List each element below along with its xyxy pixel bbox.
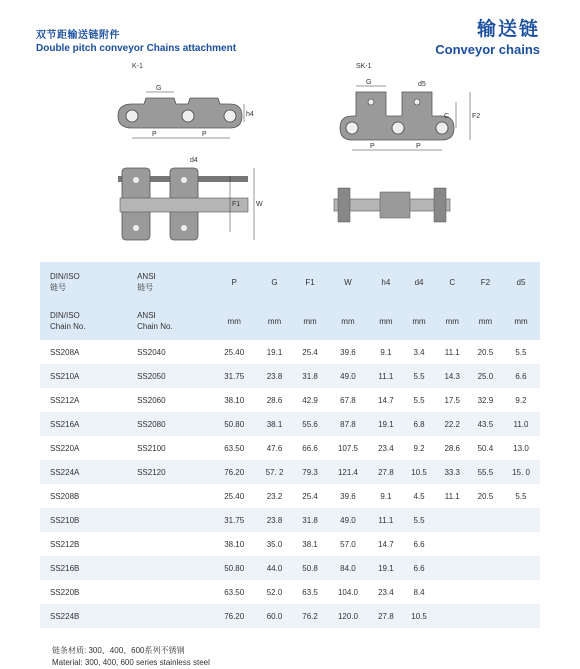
table-cell: F1 <box>293 262 326 302</box>
table-cell: 5.5 <box>402 508 435 532</box>
table-cell: 27.8 <box>369 460 402 484</box>
table-cell: 23.8 <box>256 364 294 388</box>
table-unit-row <box>40 302 540 340</box>
table-cell: 50.80 <box>213 556 256 580</box>
table-row <box>40 532 540 556</box>
table-cell: 23.2 <box>266 491 283 501</box>
subtitle-en: Double pitch conveyor Chains attachment <box>36 43 237 54</box>
technical-drawings <box>40 56 540 256</box>
table-cell: 11.1 <box>369 364 402 388</box>
k1-side-view <box>118 63 254 138</box>
table-cell <box>469 556 502 580</box>
table-cell: 23.4 <box>378 443 394 453</box>
table-cell: ANSI Chain No. <box>137 302 213 340</box>
table-cell: G <box>256 262 294 302</box>
table-cell: 13.0 <box>513 443 529 453</box>
table-cell: 76.20 <box>213 460 256 484</box>
table-cell: 9.2 <box>515 395 527 405</box>
table-cell: 39.6 <box>340 347 356 357</box>
table-cell: 38.1 <box>256 412 294 436</box>
sk1-label-f2: F2 <box>472 113 481 120</box>
table-cell: mm <box>502 302 540 340</box>
table-cell <box>436 508 469 532</box>
table-cell: SS2100 <box>137 443 166 453</box>
table-cell: 31.8 <box>293 364 326 388</box>
table-cell: mm <box>469 302 502 340</box>
table-cell: 63.5 <box>302 587 318 597</box>
table-cell: 6.6 <box>402 556 435 580</box>
table-cell: 57. 2 <box>256 460 294 484</box>
table-cell: 76.20 <box>213 604 256 628</box>
table-cell: SS2060 <box>137 395 166 405</box>
table-cell: 8.4 <box>413 587 425 597</box>
table-header-row <box>40 262 540 302</box>
k1-label-p2: P <box>202 131 207 138</box>
document-subtitle <box>36 26 236 54</box>
table-cell: 38.10 <box>224 395 245 405</box>
table-cell: DIN/ISO Chain No. <box>40 302 137 340</box>
table-cell: 17.5 <box>444 395 461 405</box>
table-cell: 5.5 <box>402 364 435 388</box>
k1-label-p1: P <box>152 131 157 138</box>
sk1-title: SK-1 <box>356 63 372 70</box>
table-cell: 121.4 <box>327 460 370 484</box>
table-cell: 28.6 <box>444 443 461 453</box>
table-cell: 66.6 <box>302 443 318 453</box>
table-cell: 14.7 <box>378 539 394 549</box>
sk1-label-d5: d5 <box>418 81 426 88</box>
k1-pin-1 <box>126 110 138 122</box>
table-cell: 5.5 <box>515 491 527 501</box>
table-cell: 120.0 <box>327 604 370 628</box>
table-cell: 67.8 <box>340 395 356 405</box>
table-cell: 44.0 <box>256 556 294 580</box>
table-cell: 31.75 <box>213 508 256 532</box>
table-cell: 11.1 <box>444 491 460 501</box>
table-cell: 27.8 <box>369 604 402 628</box>
table-cell: 60.0 <box>256 604 294 628</box>
table-cell: 35.0 <box>266 539 283 549</box>
table-cell: 55.5 <box>469 460 502 484</box>
table-cell <box>502 580 540 604</box>
table-row <box>40 436 540 460</box>
table-cell: SS216A <box>40 412 137 436</box>
table-cell: 57.0 <box>340 539 356 549</box>
table-cell: 31.8 <box>293 508 326 532</box>
k1-label-h4: h4 <box>246 111 254 118</box>
table-cell: 25.40 <box>224 491 245 501</box>
table-cell: 4.5 <box>413 491 425 501</box>
table-cell: 5.5 <box>413 395 425 405</box>
table-cell: mm <box>327 302 370 340</box>
table-cell: 47.6 <box>266 443 283 453</box>
table-cell: 63.50 <box>224 443 245 453</box>
subtitle-cn: 双节距输送链附件 <box>36 30 120 41</box>
table-cell: SS2120 <box>137 460 213 484</box>
table-cell: SS2050 <box>137 364 213 388</box>
spec-table <box>40 262 540 628</box>
table-cell: 5.5 <box>515 347 527 357</box>
table-row <box>40 580 540 604</box>
table-cell: 25.0 <box>469 364 502 388</box>
table-cell: F2 <box>469 262 502 302</box>
k1-label-d4: d4 <box>190 157 198 164</box>
table-cell <box>137 604 213 628</box>
table-cell: 107.5 <box>337 443 358 453</box>
sk1-label-c: C <box>444 113 450 120</box>
table-cell: 49.0 <box>327 508 370 532</box>
table-cell: 11.1 <box>444 347 460 357</box>
table-cell: mm <box>436 302 469 340</box>
k1-pin-3 <box>224 110 236 122</box>
table-cell: 52.0 <box>266 587 283 597</box>
table-cell <box>436 604 469 628</box>
k1-label-f1: F1 <box>232 201 241 208</box>
material-en: Material: 300, 400, 600 series stainless steel <box>52 658 210 667</box>
table-cell: 6.8 <box>402 412 435 436</box>
table-cell: 3.4 <box>413 347 425 357</box>
table-cell: 25.4 <box>302 347 318 357</box>
table-row <box>40 460 540 484</box>
table-cell: 32.9 <box>477 395 494 405</box>
table-cell: mm <box>369 302 402 340</box>
table-cell: ANSI 链号 <box>137 262 213 302</box>
table-cell: mm <box>213 302 256 340</box>
table-cell: mm <box>256 302 294 340</box>
table-cell: 11.1 <box>369 508 402 532</box>
table-cell: 33.3 <box>436 460 469 484</box>
table-cell: 50.80 <box>213 412 256 436</box>
material-cn: 链条材质: 300、400、600系列不锈钢 <box>52 646 185 655</box>
table-cell <box>436 556 469 580</box>
table-cell <box>137 508 213 532</box>
table-cell: 25.40 <box>224 347 245 357</box>
table-cell: 55.6 <box>293 412 326 436</box>
table-cell <box>469 580 502 604</box>
table-row <box>40 412 540 436</box>
table-cell: 28.6 <box>266 395 283 405</box>
table-cell: 104.0 <box>337 587 358 597</box>
table-cell: 14.7 <box>378 395 394 405</box>
table-cell: 39.6 <box>340 491 356 501</box>
drawings-svg <box>40 56 540 256</box>
table-cell: SS220A <box>50 443 80 453</box>
sk1-side-view <box>340 63 480 150</box>
table-cell: 20.5 <box>477 347 494 357</box>
sk1-label-g: G <box>366 79 372 86</box>
table-cell: 42.9 <box>302 395 318 405</box>
table-cell: 22.2 <box>436 412 469 436</box>
table-cell <box>137 532 213 556</box>
table-cell: 87.8 <box>327 412 370 436</box>
table-cell: 11.0 <box>502 412 540 436</box>
table-cell: 19.1 <box>369 412 402 436</box>
table-cell: 79.3 <box>293 460 326 484</box>
table-cell: SS224B <box>40 604 137 628</box>
table-cell: 49.0 <box>327 364 370 388</box>
table-cell: SS2040 <box>137 347 166 357</box>
k1-label-w: W <box>256 201 263 208</box>
table-cell: SS208B <box>50 491 80 501</box>
table-cell: mm <box>402 302 435 340</box>
table-cell: SS216B <box>40 556 137 580</box>
table-cell: d4 <box>402 262 435 302</box>
table-row <box>40 604 540 628</box>
table-cell: 63.50 <box>224 587 245 597</box>
table-cell: 38.10 <box>224 539 245 549</box>
table-cell: 6.6 <box>413 539 425 549</box>
sk1-label-p2: P <box>416 143 421 150</box>
table-cell: SS224A <box>40 460 137 484</box>
k1-chain-body <box>120 198 248 212</box>
table-cell <box>436 580 469 604</box>
table-cell: 50.4 <box>477 443 494 453</box>
table-cell: 76.2 <box>293 604 326 628</box>
table-cell: 50.8 <box>293 556 326 580</box>
k1-pin-2 <box>182 110 194 122</box>
table-cell: P <box>213 262 256 302</box>
table-cell: 19.1 <box>266 347 283 357</box>
table-cell <box>469 604 502 628</box>
table-cell <box>502 532 540 556</box>
table-row <box>40 340 540 364</box>
table-cell <box>137 556 213 580</box>
sk1-label-p1: P <box>370 143 375 150</box>
table-cell: SS210A <box>40 364 137 388</box>
title-cn: 输送链 <box>476 19 540 40</box>
table-cell: 38.1 <box>302 539 318 549</box>
table-cell: DIN/ISO 链号 <box>40 262 137 302</box>
table-cell: 19.1 <box>369 556 402 580</box>
table-cell: 84.0 <box>327 556 370 580</box>
table-cell: SS210B <box>40 508 137 532</box>
table-cell: SS212B <box>50 539 80 549</box>
table-cell: 14.3 <box>436 364 469 388</box>
table-cell: 23.4 <box>378 587 394 597</box>
table-cell: h4 <box>369 262 402 302</box>
sk1-top-view <box>334 188 450 222</box>
table-cell: SS212A <box>50 395 80 405</box>
table-cell: SS2080 <box>137 412 213 436</box>
title-en: Conveyor chains <box>435 42 540 57</box>
table-cell: 9.2 <box>413 443 425 453</box>
document-title <box>435 14 540 57</box>
table-cell: 20.5 <box>477 491 494 501</box>
spec-table-body <box>40 262 540 628</box>
table-cell: 6.6 <box>502 364 540 388</box>
table-cell: 9.1 <box>380 347 392 357</box>
table-cell: 25.4 <box>302 491 318 501</box>
table-cell: C <box>436 262 469 302</box>
table-row <box>40 508 540 532</box>
table-cell: 9.1 <box>380 491 392 501</box>
table-row <box>40 364 540 388</box>
table-cell: d5 <box>502 262 540 302</box>
table-cell <box>502 508 540 532</box>
k1-label-g: G <box>156 85 162 92</box>
table-cell <box>436 532 469 556</box>
table-cell <box>502 604 540 628</box>
table-row <box>40 484 540 508</box>
table-cell: 15. 0 <box>502 460 540 484</box>
table-cell <box>469 508 502 532</box>
table-cell: mm <box>293 302 326 340</box>
table-cell <box>469 532 502 556</box>
material-note <box>52 645 210 669</box>
k1-title: K-1 <box>132 63 143 70</box>
table-cell: 43.5 <box>469 412 502 436</box>
table-cell: 10.5 <box>402 604 435 628</box>
k1-top-view <box>118 157 263 240</box>
table-cell <box>137 484 213 508</box>
table-cell <box>137 580 213 604</box>
table-row <box>40 556 540 580</box>
table-cell <box>502 556 540 580</box>
table-cell: 23.8 <box>256 508 294 532</box>
table-cell: SS208A <box>50 347 80 357</box>
table-cell: 10.5 <box>402 460 435 484</box>
table-cell: W <box>327 262 370 302</box>
table-row <box>40 388 540 412</box>
table-cell: 31.75 <box>213 364 256 388</box>
table-cell: SS220B <box>50 587 80 597</box>
